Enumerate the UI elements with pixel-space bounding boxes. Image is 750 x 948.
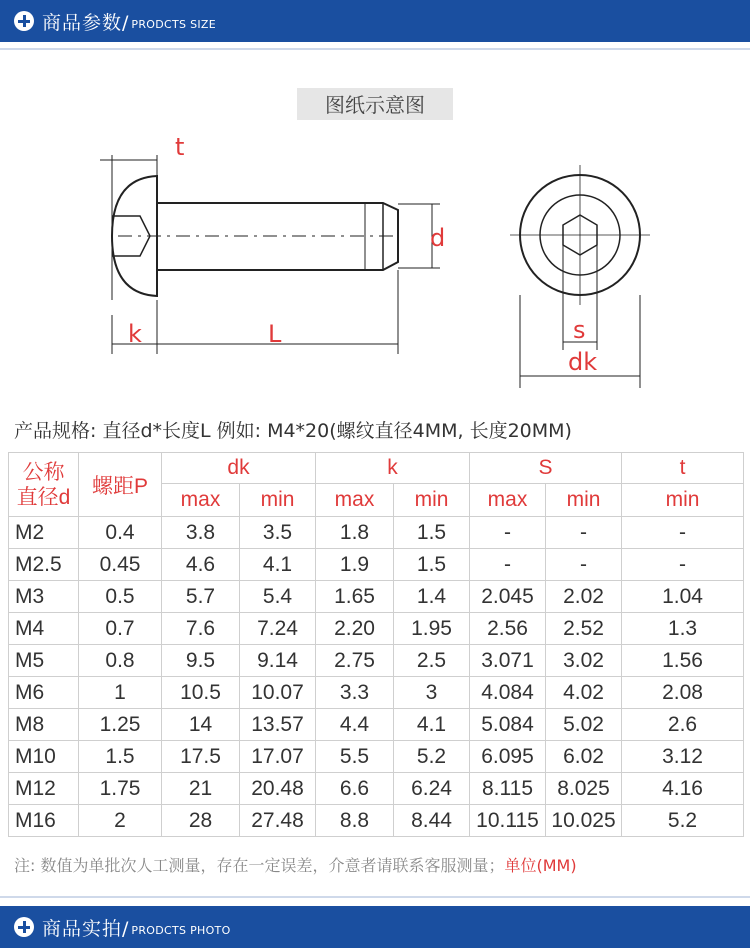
- table-cell: M4: [9, 613, 79, 645]
- table-cell: -: [546, 517, 622, 549]
- label-d: d: [430, 224, 446, 252]
- table-cell: 2.52: [546, 613, 622, 645]
- table-cell: 1.5: [394, 549, 470, 581]
- table-cell: 10.115: [470, 805, 546, 837]
- spec-description: 产品规格: 直径d*长度L 例如: M4*20(螺纹直径4MM, 长度20MM): [14, 420, 572, 442]
- table-cell: 4.16: [622, 773, 744, 805]
- table-cell: 1.5: [79, 741, 162, 773]
- table-cell: 3.02: [546, 645, 622, 677]
- table-cell: 27.48: [240, 805, 316, 837]
- table-cell: 3.071: [470, 645, 546, 677]
- table-cell: 6.6: [316, 773, 394, 805]
- col-k-min: min: [394, 484, 470, 517]
- table-cell: 3.12: [622, 741, 744, 773]
- label-dk: dk: [568, 348, 598, 376]
- table-cell: 7.24: [240, 613, 316, 645]
- label-L: L: [268, 320, 282, 348]
- table-cell: 1.56: [622, 645, 744, 677]
- screw-side-view: [112, 176, 398, 296]
- table-cell: 4.1: [240, 549, 316, 581]
- table-cell: 5.2: [394, 741, 470, 773]
- col-k: k: [316, 453, 470, 484]
- table-cell: 1.9: [316, 549, 394, 581]
- table-cell: 1.3: [622, 613, 744, 645]
- table-cell: 3.8: [162, 517, 240, 549]
- table-cell: 2.045: [470, 581, 546, 613]
- table-cell: -: [622, 549, 744, 581]
- table-cell: 5.02: [546, 709, 622, 741]
- divider: [0, 896, 750, 898]
- table-cell: 2.75: [316, 645, 394, 677]
- table-row: [9, 741, 744, 773]
- table-cell: 4.4: [316, 709, 394, 741]
- diagram-title: 图纸示意图: [325, 93, 425, 117]
- table-cell: M2: [9, 517, 79, 549]
- table-cell: 5.4: [240, 581, 316, 613]
- col-k-max: max: [316, 484, 394, 517]
- table-cell: 2.5: [394, 645, 470, 677]
- table-cell: 4.084: [470, 677, 546, 709]
- table-cell: 6.24: [394, 773, 470, 805]
- table-cell: 20.48: [240, 773, 316, 805]
- table-cell: 0.4: [79, 517, 162, 549]
- footer-title: 商品实拍/: [42, 917, 130, 940]
- table-cell: 6.095: [470, 741, 546, 773]
- table-row: [9, 549, 744, 581]
- table-cell: 21: [162, 773, 240, 805]
- footer-bar: [0, 906, 750, 948]
- table-cell: 1.75: [79, 773, 162, 805]
- col-dk: dk: [162, 453, 316, 484]
- table-cell: 0.8: [79, 645, 162, 677]
- table-cell: 13.57: [240, 709, 316, 741]
- table-cell: 3.5: [240, 517, 316, 549]
- label-s: s: [573, 316, 586, 344]
- table-cell: 1.8: [316, 517, 394, 549]
- table-cell: 4.1: [394, 709, 470, 741]
- table-cell: 0.7: [79, 613, 162, 645]
- table-cell: 8.025: [546, 773, 622, 805]
- table-cell: 1.25: [79, 709, 162, 741]
- table-cell: 5.2: [622, 805, 744, 837]
- table-cell: 10.07: [240, 677, 316, 709]
- table-cell: 17.5: [162, 741, 240, 773]
- table-row: [9, 581, 744, 613]
- table-cell: -: [470, 549, 546, 581]
- measurement-note: [14, 853, 577, 876]
- table-cell: 14: [162, 709, 240, 741]
- table-cell: M10: [9, 741, 79, 773]
- table-cell: 8.115: [470, 773, 546, 805]
- label-k: k: [128, 320, 142, 348]
- table-cell: 2.6: [622, 709, 744, 741]
- table-cell: 5.084: [470, 709, 546, 741]
- table-cell: 1.95: [394, 613, 470, 645]
- header-title: 商品参数/: [42, 11, 130, 34]
- table-cell: M16: [9, 805, 79, 837]
- table-row: [9, 677, 744, 709]
- header-bar: [0, 0, 750, 42]
- plus-circle-icon: [14, 11, 34, 31]
- col-dk-max: max: [162, 484, 240, 517]
- table-cell: M8: [9, 709, 79, 741]
- table-cell: 1.65: [316, 581, 394, 613]
- table-cell: -: [622, 517, 744, 549]
- table-cell: 3: [394, 677, 470, 709]
- table-cell: 0.45: [79, 549, 162, 581]
- table-cell: 2.20: [316, 613, 394, 645]
- table-row: [9, 773, 744, 805]
- col-pitch: 螺距P: [79, 453, 162, 517]
- table-cell: -: [470, 517, 546, 549]
- table-cell: M6: [9, 677, 79, 709]
- table-cell: 3.3: [316, 677, 394, 709]
- table-cell: 5.7: [162, 581, 240, 613]
- screw-diagram: [0, 60, 750, 410]
- table-cell: 2.02: [546, 581, 622, 613]
- col-t-min: min: [622, 484, 744, 517]
- table-cell: 1.5: [394, 517, 470, 549]
- table-cell: 28: [162, 805, 240, 837]
- table-cell: M12: [9, 773, 79, 805]
- col-s-max: max: [470, 484, 546, 517]
- col-dk-min: min: [240, 484, 316, 517]
- table-cell: 8.8: [316, 805, 394, 837]
- table-cell: M3: [9, 581, 79, 613]
- table-cell: 9.5: [162, 645, 240, 677]
- table-cell: 5.5: [316, 741, 394, 773]
- table-cell: 2.08: [622, 677, 744, 709]
- note-text: 注: 数值为单批次人工测量，存在一定误差，介意者请联系客服测量；: [14, 856, 505, 875]
- table-cell: 10.025: [546, 805, 622, 837]
- table-cell: 8.44: [394, 805, 470, 837]
- label-t: t: [175, 133, 185, 161]
- table-cell: 9.14: [240, 645, 316, 677]
- col-nominal-diameter: 公称 直径d: [9, 453, 79, 517]
- note-unit: 单位(MM): [504, 856, 577, 875]
- footer-subtitle: PRODCTS PHOTO: [131, 923, 231, 937]
- table-cell: 4.6: [162, 549, 240, 581]
- table-cell: 17.07: [240, 741, 316, 773]
- table-cell: 0.5: [79, 581, 162, 613]
- divider: [0, 48, 750, 50]
- table-row: [9, 805, 744, 837]
- table-body: [9, 517, 744, 837]
- table-row: [9, 517, 744, 549]
- plus-circle-icon: [14, 917, 34, 937]
- table-cell: 4.02: [546, 677, 622, 709]
- table-cell: 1.04: [622, 581, 744, 613]
- table-cell: 10.5: [162, 677, 240, 709]
- table-cell: M5: [9, 645, 79, 677]
- col-s-min: min: [546, 484, 622, 517]
- table-row: [9, 709, 744, 741]
- col-s: S: [470, 453, 622, 484]
- size-table: [8, 452, 744, 837]
- col-t: t: [622, 453, 744, 484]
- header-subtitle: PRODCTS SIZE: [131, 17, 217, 31]
- table-cell: 7.6: [162, 613, 240, 645]
- table-cell: 1.4: [394, 581, 470, 613]
- table-cell: -: [546, 549, 622, 581]
- table-cell: 2.56: [470, 613, 546, 645]
- table-cell: 6.02: [546, 741, 622, 773]
- table-row: [9, 645, 744, 677]
- table-cell: M2.5: [9, 549, 79, 581]
- table-row: [9, 613, 744, 645]
- table-cell: 1: [79, 677, 162, 709]
- table-cell: 2: [79, 805, 162, 837]
